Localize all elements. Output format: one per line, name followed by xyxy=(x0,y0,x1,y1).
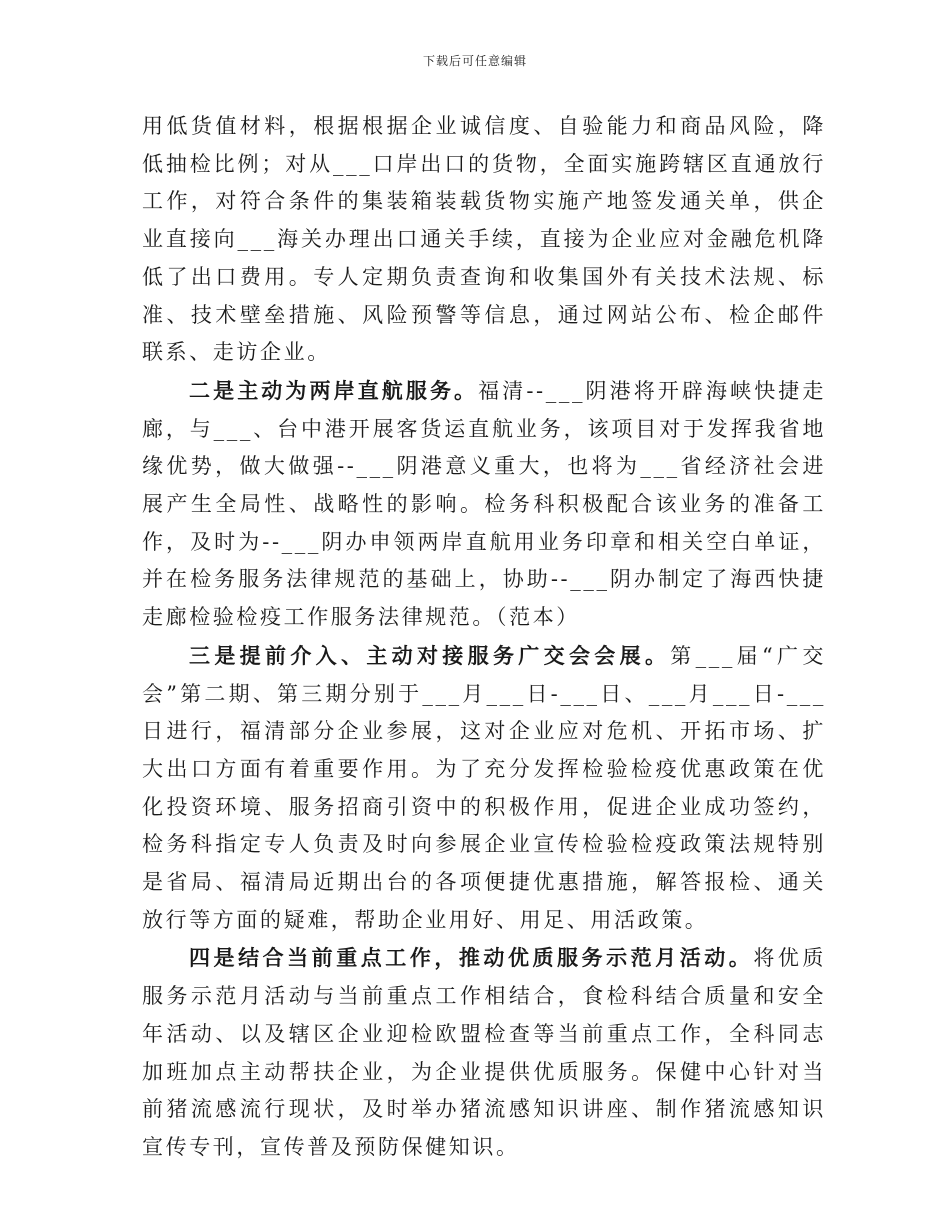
paragraph-1-text: 用低货值材料，根据根据企业诚信度、自验能力和商品风险，降低抽检比例；对从___口岸出口的货物，全面实施跨辖区直通放行工作，对符合条件的集装箱装载货物实施产地签发通关单，供企业直接向___海关办理出口通关手续，直接为企业应对金融危机降低了出口费用。专人定期负责查询和收集国外有关技术法规、标准、技术壁垒措施、风险预警等信息，通过网站公布、检企邮件联系、走访企业。 xyxy=(142,114,826,365)
page-header: 下载后可任意编辑 xyxy=(422,54,527,68)
paragraph-3 xyxy=(142,637,826,940)
paragraph-2-heading: 二是主动为两岸直航服务。 xyxy=(189,377,479,403)
paragraph-4 xyxy=(142,939,826,1166)
paragraph-4-text: 将优质服务示范月活动与当前重点工作相结合，食检科结合质量和安全年活动、以及辖区企业迎检欧盟检查等当前重点工作，全科同志加班加点主动帮扶企业，为企业提供优质服务。保健中心针对当前猪流感流行现状，及时举办猪流感知识讲座、制作猪流感知识宣传专刊，宣传普及预防保健知识。 xyxy=(142,946,826,1159)
paragraph-1 xyxy=(142,108,826,372)
paragraph-4-heading: 四是结合当前重点工作，推动优质服务示范月活动。 xyxy=(189,945,754,971)
paragraph-2-text: 福清--___阴港将开辟海峡快捷走廊，与___、台中港开展客货运直航业务，该项目对于发挥我省地缘优势，做大做强--___阴港意义重大，也将为___省经济社会进展产生全局性、战略性的影响。检务科积极配合该业务的准备工作，及时为--___阴办申领两岸直航用业务印章和相关空白单证，并在检务服务法律规范的基础上，协助--___阴办制定了海西快捷走廊检验检疫工作服务法律规范。（范本） xyxy=(142,378,826,630)
paragraph-2 xyxy=(142,372,826,637)
paragraph-3-heading: 三是提前介入、主动对接服务广交会会展。 xyxy=(189,642,671,668)
paragraph-3-text: 第___届“广交会”第二期、第三期分别于___月___日-___日、___月___日-___日进行，福清部分企业参展，这对企业应对危机、开拓市场、扩大出口方面有着重要作用。为了充分发挥检验检疫优惠政策在优化投资环境、服务招商引资中的积极作用，促进企业成功签约，检务科指定专人负责及时向参展企业宣传检验检疫政策法规特别是省局、福清局近期出台的各项便捷优惠措施，解答报检、通关放行等方面的疑难，帮助企业用好、用足、用活政策。 xyxy=(142,643,826,932)
document-body xyxy=(142,108,826,1167)
